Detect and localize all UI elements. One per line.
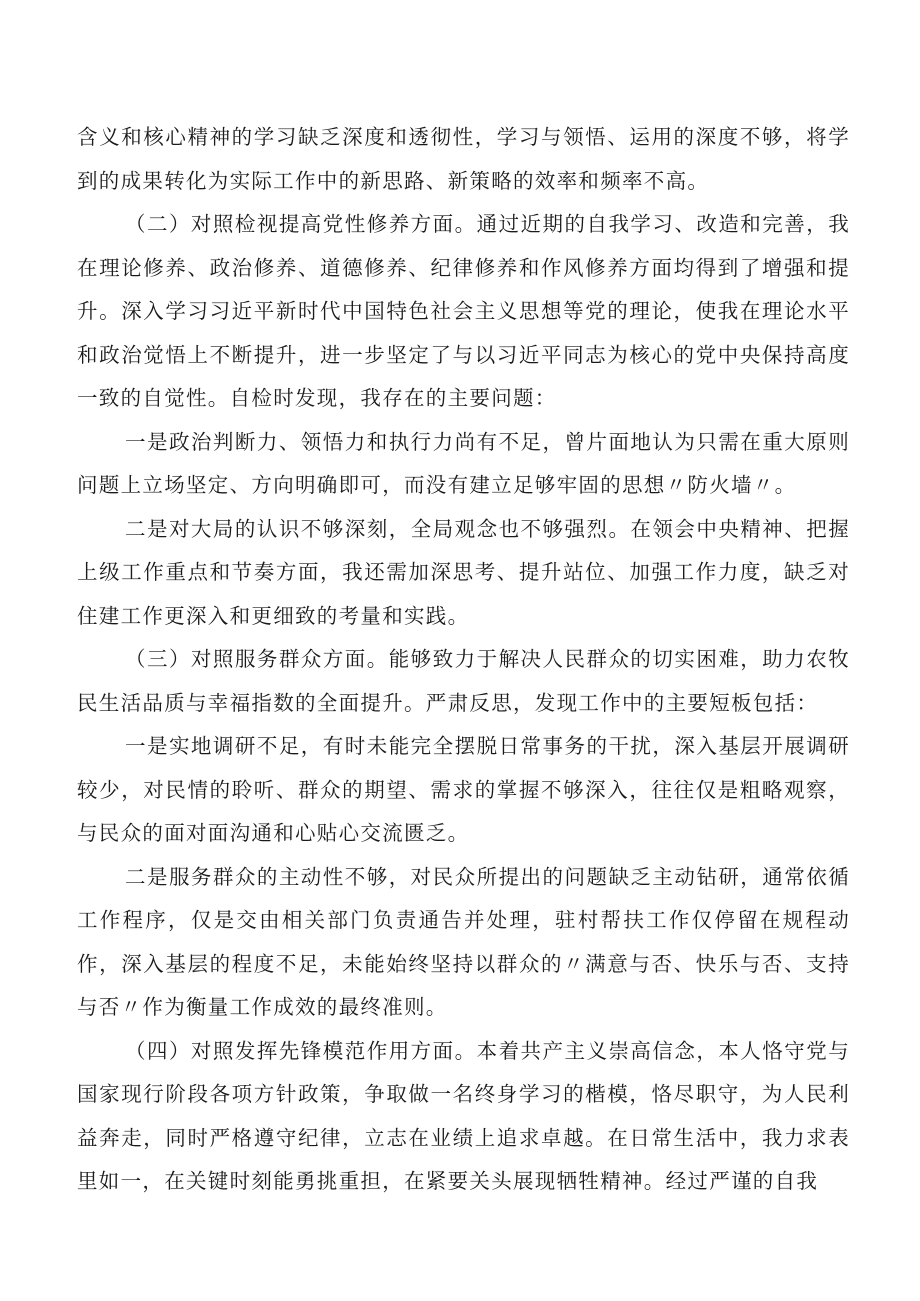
paragraph-continuation: 含义和核心精神的学习缺乏深度和透彻性，学习与领悟、运用的深度不够，将学到的成果转化为实际工作中的新思路、新策略的效率和频率不高。 (77, 125, 850, 193)
paragraph-item-one: 一是政治判断力、领悟力和执行力尚有不足，曾片面地认为只需在重大原则问题上立场坚定、方向明确即可，而没有建立足够牢固的思想〃防火墙〃。 (77, 429, 850, 497)
paragraph-item-one-b: 一是实地调研不足，有时未能完全摆脱日常事务的干扰，深入基层开展调研较少，对民情的聆听、群众的期望、需求的掌握不够深入，往往仅是粗略观察，与民众的面对面沟通和心贴心交流匮乏。 (77, 734, 850, 845)
paragraph-section-three: （三）对照服务群众方面。能够致力于解决人民群众的切实困难，助力农牧民生活品质与幸福指数的全面提升。严肃反思，发现工作中的主要短板包括： (77, 647, 850, 715)
paragraph-section-four: （四）对照发挥先锋模范作用方面。本着共产主义崇高信念，本人恪守党与国家现行阶段各项方针政策，争取做一名终身学习的楷模，恪尽职守，为人民利益奔走，同时严格遵守纪律，立志在业绩上追求卓越。在日常生活中，我力求表里如一，在关键时刻能勇挑重担，在紧要关头展现牺牲精神。经过严谨的自我 (77, 1038, 850, 1193)
paragraph-item-two: 二是对大局的认识不够深刻，全局观念也不够强烈。在领会中央精神、把握上级工作重点和节奏方面，我还需加深思考、提升站位、加强工作力度，缺乏对住建工作更深入和更细致的考量和实践。 (77, 516, 850, 628)
paragraph-section-two: （二）对照检视提高党性修养方面。通过近期的自我学习、改造和完善，我在理论修养、政治修养、道德修养、纪律修养和作风修养方面均得到了增强和提升。深入学习习近平新时代中国特色社会主义思想等党的理论，使我在理论水平和政治觉悟上不断提升，进一步坚定了与以习近平同志为核心的党中央保持高度一致的自觉性。自检时发现，我存在的主要问题： (77, 212, 850, 410)
paragraph-item-two-b: 二是服务群众的主动性不够，对民众所提出的问题缺乏主动钻研，通常依循工作程序，仅是交由相关部门负责通告并处理，驻村帮扶工作仅停留在规程动作，深入基层的程度不足，未能始终坚持以群众的〃满意与否、快乐与否、支持与否〃作为衡量工作成效的最终准则。 (77, 864, 850, 1019)
